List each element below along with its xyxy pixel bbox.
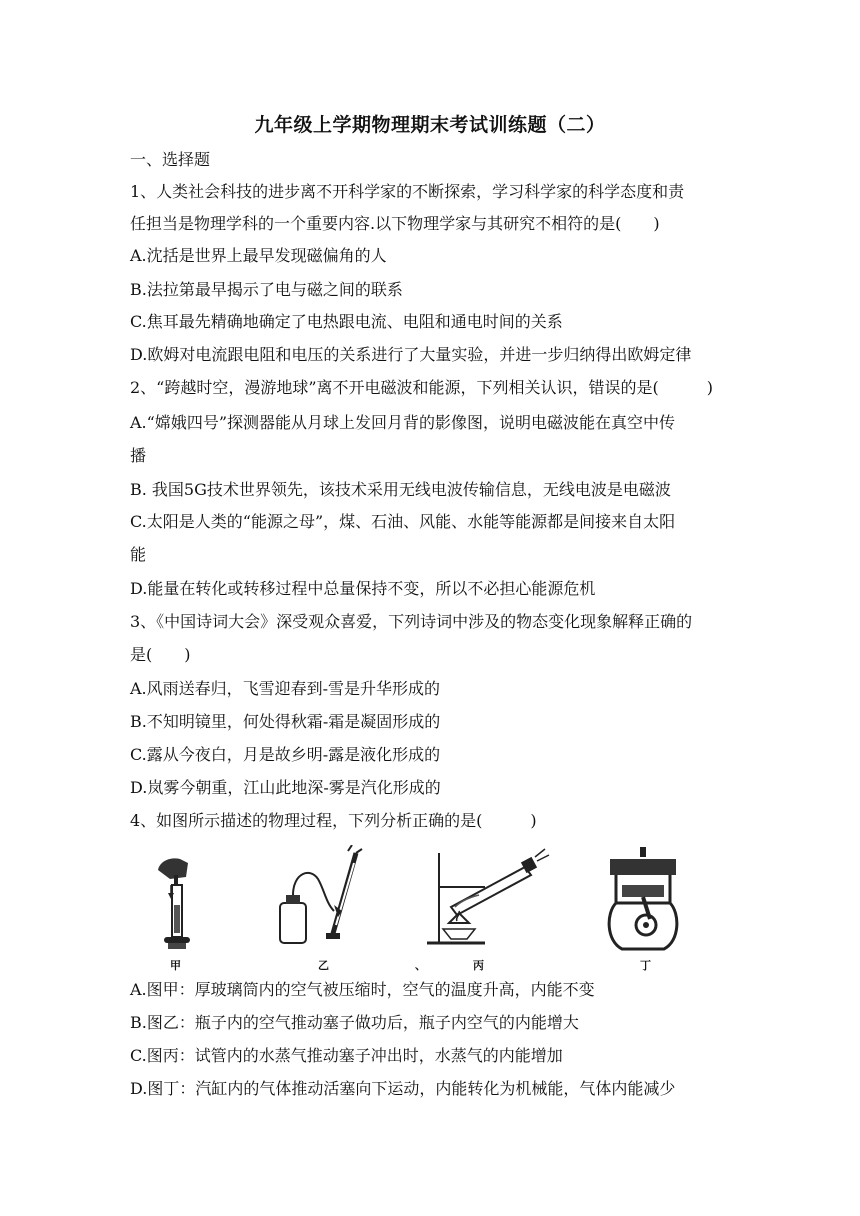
option-line: B.图乙：瓶子内的空气推动塞子做功后，瓶子内空气的内能增大 xyxy=(130,1013,579,1032)
figure-label: 甲 xyxy=(170,959,181,972)
option-line: C.焦耳最先精确地确定了电热跟电流、电阻和通电时间的关系 xyxy=(130,312,563,331)
figure-jia xyxy=(150,845,210,972)
figure-ding xyxy=(600,845,690,972)
option-line: 能 xyxy=(130,545,147,564)
option-line: C.图丙：试管内的水蒸气推动塞子冲出时，水蒸气的内能增加 xyxy=(130,1046,563,1065)
option-line: D.能量在转化或转移过程中总量保持不变，所以不必担心能源危机 xyxy=(130,579,596,598)
option-line: A.沈括是世界上最早发现磁偏角的人 xyxy=(130,246,387,265)
option-line: B.不知明镜里，何处得秋霜-霜是凝固形成的 xyxy=(130,712,441,731)
figure-yi xyxy=(270,845,370,972)
question-line: 1、人类社会科技的进步离不开科学家的不断探索，学习科学家的科学态度和责 xyxy=(130,182,685,201)
test-tube-stand-icon xyxy=(415,845,555,955)
option-line: B.法拉第最早揭示了电与磁之间的联系 xyxy=(130,280,403,299)
figure-label: 乙 xyxy=(318,959,329,972)
option-line: D.图丁：汽缸内的气体推动活塞向下运动，内能转化为机械能，气体内能减少 xyxy=(130,1079,676,1098)
figure-label: 丁 xyxy=(640,959,651,972)
page-title: 九年级上学期物理期末考试训练题（二） xyxy=(254,114,606,136)
option-line: 播 xyxy=(130,446,147,465)
figure-comma: 、 xyxy=(415,959,426,972)
question-line: 3、《中国诗词大会》深受观众喜爱，下列诗词中涉及的物态变化现象解释正确的 xyxy=(130,612,693,631)
figure-label: 丙 xyxy=(473,959,484,972)
question-line: 任担当是物理学科的一个重要内容.以下物理学家与其研究不相符的是( ) xyxy=(130,214,660,233)
option-line: A.“嫦娥四号”探测器能从月球上发回月背的影像图，说明电磁波能在真空中传 xyxy=(130,413,676,432)
option-line: D.欧姆对电流跟电阻和电压的关系进行了大量实验，并进一步归纳得出欧姆定律 xyxy=(130,345,692,364)
question-line: 4、如图所示描述的物理过程，下列分析正确的是( ) xyxy=(130,811,537,830)
question-line: 是( ) xyxy=(130,645,191,664)
option-line: C.露从今夜白，月是故乡明-露是液化形成的 xyxy=(130,745,441,764)
bottle-pump-icon xyxy=(270,845,370,955)
option-line: C.太阳是人类的“能源之母”，煤、石油、风能、水能等能源都是间接来自太阳 xyxy=(130,512,676,531)
option-line: D.岚雾今朝重，江山此地深-雾是汽化形成的 xyxy=(130,778,441,797)
option-line: A.风雨送春归，飞雪迎春到-雪是升华形成的 xyxy=(130,679,441,698)
section-heading: 一、选择题 xyxy=(130,150,211,169)
question-line: 2、“跨越时空，漫游地球”离不开电磁波和能源，下列相关认识，错误的是( ) xyxy=(130,378,714,397)
option-line: B. 我国5G技术世界领先，该技术采用无线电波传输信息，无线电波是电磁波 xyxy=(130,480,671,499)
figure-row xyxy=(130,845,740,975)
figure-bing xyxy=(415,845,555,972)
option-line: A.图甲：厚玻璃筒内的空气被压缩时，空气的温度升高，内能不变 xyxy=(130,980,595,999)
compression-cylinder-icon xyxy=(150,845,210,955)
engine-cylinder-icon xyxy=(600,845,690,955)
